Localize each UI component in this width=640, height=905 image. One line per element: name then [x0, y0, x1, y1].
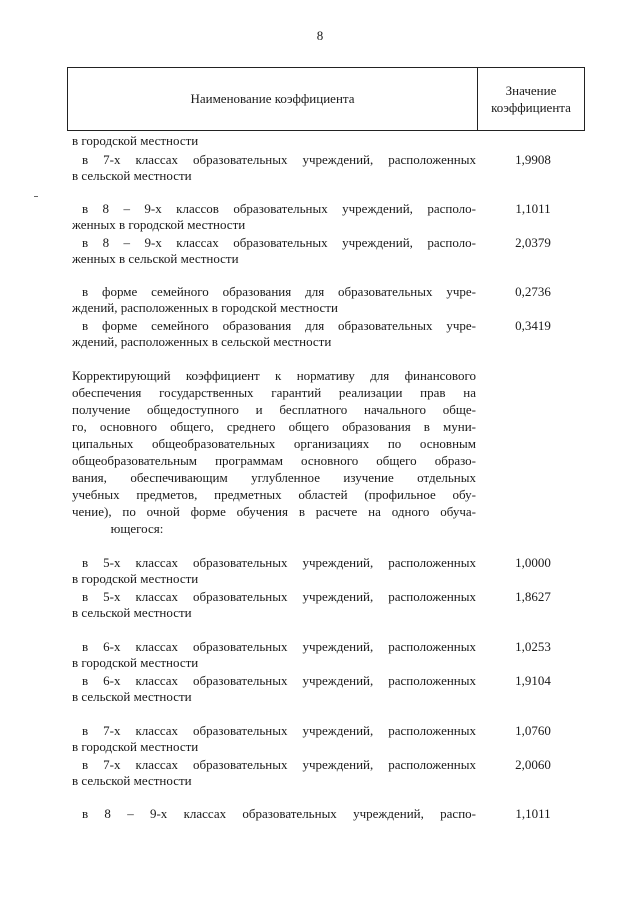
paragraph-line: Корректирующий коэффициент к нормативу для финансового [72, 368, 476, 383]
coefficient-value: 0,2736 [515, 284, 551, 299]
header-value-column [478, 68, 584, 130]
row-text-line: в городской местности [72, 739, 199, 754]
row-text-line: в сельской местности [72, 605, 192, 620]
row-text-line: в 5-х классах образовательных учреждений, расположенных [82, 555, 476, 570]
row-text-line: ждений, расположенных в сельской местности [72, 334, 332, 349]
coefficient-value: 0,3419 [515, 318, 551, 333]
header-name-column: Наименование коэффициента [190, 91, 355, 106]
paragraph-line: го, основного общего, среднего общего образования в муни- [72, 419, 476, 434]
paragraph-line: общеобразовательным программам основного общего образо- [72, 453, 476, 468]
row-text-line: в 5-х классах образовательных учреждений, расположенных [82, 589, 476, 604]
row-text-line: в 6-х классах образовательных учреждений, расположенных [82, 673, 476, 688]
row-text-line: в сельской местности [72, 168, 192, 183]
row-text-line: в 7-х классах образовательных учреждений, расположенных [82, 757, 476, 772]
paragraph-line: учебных предметов, предметных областей (профильное обу- [72, 487, 476, 502]
coefficient-value: 1,0000 [515, 555, 551, 570]
row-text-line: в городской местности [72, 655, 199, 670]
row-text-line: в 6-х классах образовательных учреждений, расположенных [82, 639, 476, 654]
row-text-line: в городской местности [72, 133, 199, 148]
coefficient-value: 1,0760 [515, 723, 551, 738]
header-value-line1: Значение [505, 83, 557, 98]
paragraph-line: вания, обеспечивающим углубленное изучение отдельных [72, 470, 476, 485]
row-text-line: в форме семейного образования для образовательных учре- [82, 318, 476, 333]
coefficient-value: 1,0253 [515, 639, 551, 654]
coefficient-value: 1,1011 [515, 201, 551, 216]
coefficient-value: 1,1011 [515, 806, 551, 821]
paragraph-line: ципальных общеобразовательных организациях по основным [72, 436, 476, 451]
row-text-line: ждений, расположенных в городской местности [72, 300, 338, 315]
margin-mark [34, 196, 38, 197]
row-text-line: в 8 – 9-х классов образовательных учреждений, располо- [82, 201, 476, 216]
header-value-line2: коэффициента [491, 100, 571, 115]
row-text-line: в сельской местности [72, 773, 192, 788]
coefficient-value: 2,0379 [515, 235, 551, 250]
row-text-line: в 8 – 9-х классах образовательных учреждений, располо- [82, 235, 476, 250]
page-number: 8 [316, 28, 324, 43]
coefficient-value: 2,0060 [515, 757, 551, 772]
row-text-line: в городской местности [72, 571, 199, 586]
paragraph-line: ющегося: [110, 521, 164, 536]
paragraph-line: чение), по очной форме обучения в расчете на одного обуча- [72, 504, 476, 519]
coefficient-value: 1,8627 [515, 589, 551, 604]
row-text-line: в форме семейного образования для образовательных учре- [82, 284, 476, 299]
paragraph-line: обеспечения государственных гарантий реализации прав на [72, 385, 476, 400]
coefficient-value: 1,9908 [515, 152, 551, 167]
row-text-line: женных в городской местности [72, 217, 246, 232]
coefficient-value: 1,9104 [515, 673, 551, 688]
row-text-line: в 7-х классах образовательных учреждений, расположенных [82, 152, 476, 167]
table-header [67, 67, 585, 131]
row-text-line: женных в сельской местности [72, 251, 239, 266]
paragraph-line: получение общедоступного и бесплатного начального обще- [72, 402, 476, 417]
row-text-line: в 7-х классах образовательных учреждений, расположенных [82, 723, 476, 738]
row-text-line: в 8 – 9-х классах образовательных учреждений, распо- [82, 806, 476, 821]
row-text-line: в сельской местности [72, 689, 192, 704]
